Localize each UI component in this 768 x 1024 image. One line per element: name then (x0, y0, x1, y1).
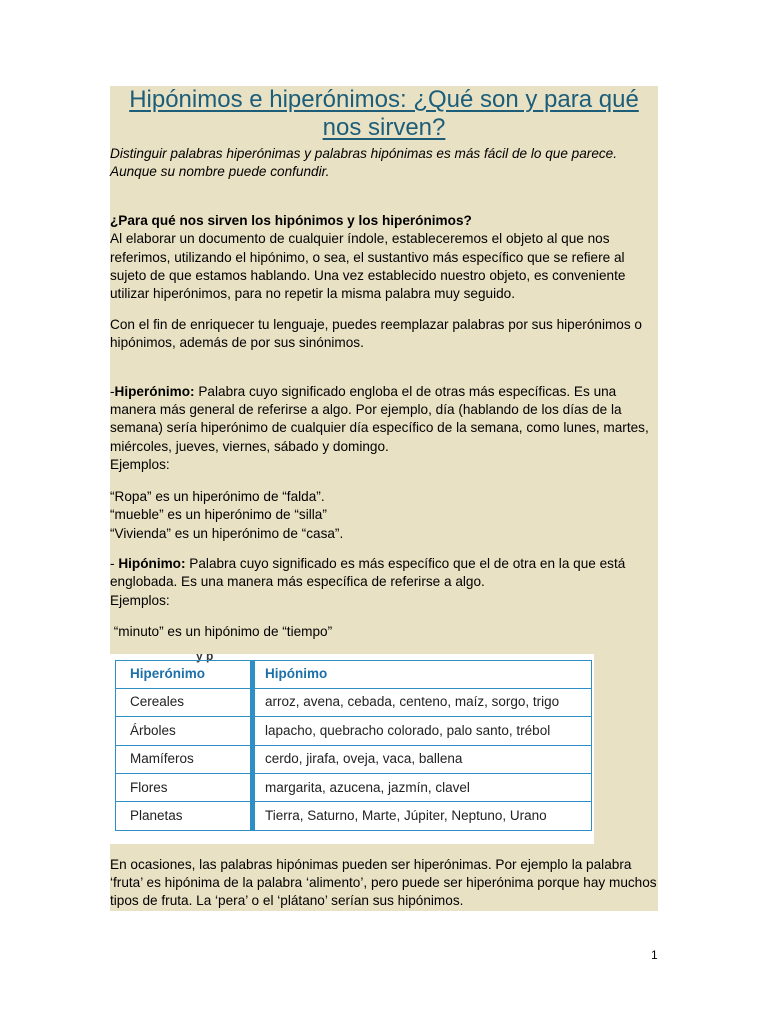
table-row (116, 802, 592, 830)
table-row (116, 717, 592, 745)
table-cell-category: Cereales (116, 688, 253, 716)
table-cell-category: Flores (116, 774, 253, 802)
document-body (110, 86, 658, 911)
table-row (116, 688, 592, 716)
table-cell-examples: lapacho, quebracho colorado, palo santo, trébol (253, 717, 592, 745)
hyponym-definition (110, 555, 658, 592)
paragraph-purpose: Al elaborar un documento de cualquier índole, estableceremos el objeto al que nos referimos, utilizando el hipónimo, o sea, el sustantivo más específico que se refiere al sujeto de que estamos hablando. Una vez establecido nuestro objeto, es conveniente utilizar hiperónimos, para no repetir la misma palabra muy seguido. (110, 231, 626, 302)
table-cell-examples: Tierra, Saturno, Marte, Júpiter, Neptuno, Urano (253, 802, 592, 830)
examples-label: Ejemplos: (110, 592, 170, 608)
hyperonym-term: Hiperónimo: (114, 383, 195, 399)
table-cell-examples: cerdo, jirafa, oveja, vaca, ballena (253, 745, 592, 773)
table-row (116, 745, 592, 773)
hyponym-prefix: - (110, 555, 119, 571)
table-row (116, 774, 592, 802)
hyperonym-table-image (110, 654, 594, 844)
paragraph-enrich: Con el fin de enriquecer tu lenguaje, puedes reemplazar palabras por sus hiperónimos o hipónimos, además de por sus sinónimos. (110, 316, 642, 351)
intro-line-1: Distinguir palabras hiperónimas y palabras hipónimas es más fácil de lo que parece. (110, 146, 618, 161)
table-cell-category: Planetas (116, 802, 253, 830)
table-header-row (116, 660, 592, 688)
hyponym-term: Hipónimo: (118, 555, 186, 571)
page-title: Hipónimos e hiperónimos: ¿Qué son y para qué nos sirven? (129, 86, 639, 141)
example-line: “Vivienda” es un hiperónimo de “casa”. (110, 525, 344, 541)
table-header-hyperonym: Hiperónimo (116, 660, 253, 688)
hyperonym-examples (110, 488, 658, 543)
hyperonym-table (115, 660, 592, 831)
hyperonym-definition (110, 383, 658, 457)
section-heading: ¿Para qué nos sirven los hipónimos y los hiperónimos? (110, 212, 472, 228)
table-cell-category: Árboles (116, 717, 253, 745)
table-cutoff-text: y p (196, 653, 214, 663)
hyponym-example: “minuto” es un hipónimo de “tiempo” (110, 624, 333, 640)
hyperonym-prefix: - (110, 383, 115, 399)
table-header-hyponym: Hipónimo (253, 660, 592, 688)
hyponym-text: Palabra cuyo significado es más específico que el de otra en la que está englobada. Es una manera más específica de referirse a algo. (110, 555, 626, 590)
example-line: “Ropa” es un hiperónimo de “falda”. (110, 488, 325, 504)
intro-line-2: Aunque su nombre puede confundir. (110, 164, 330, 180)
table-cell-examples: arroz, avena, cebada, centeno, maíz, sorgo, trigo (253, 688, 592, 716)
example-line: “mueble” es un hiperónimo de “silla” (110, 507, 327, 523)
hyperonym-text: Palabra cuyo significado engloba el de otras más específicas. Es una manera más general de referirse a algo. Por ejemplo, día (hablando de los días de la semana) sería hiperónimo de cualquier día específico de la semana, como lunes, martes, miércoles, jueves, viernes, sábado y domingo. (110, 383, 649, 454)
table-cell-category: Mamíferos (116, 745, 253, 773)
examples-label: Ejemplos: (110, 457, 170, 473)
page-number: 1 (651, 948, 658, 962)
closing-paragraph: En ocasiones, las palabras hipónimas pueden ser hiperónimas. Por ejemplo la palabra ‘fruta’ es hipónima de la palabra ‘alimento’, pero puede ser hiperónima porque hay muchos tipos de fruta. La ‘pera’ o el ‘plátano’ serían sus hipónimos. (110, 856, 657, 909)
table-cell-examples: margarita, azucena, jazmín, clavel (253, 774, 592, 802)
